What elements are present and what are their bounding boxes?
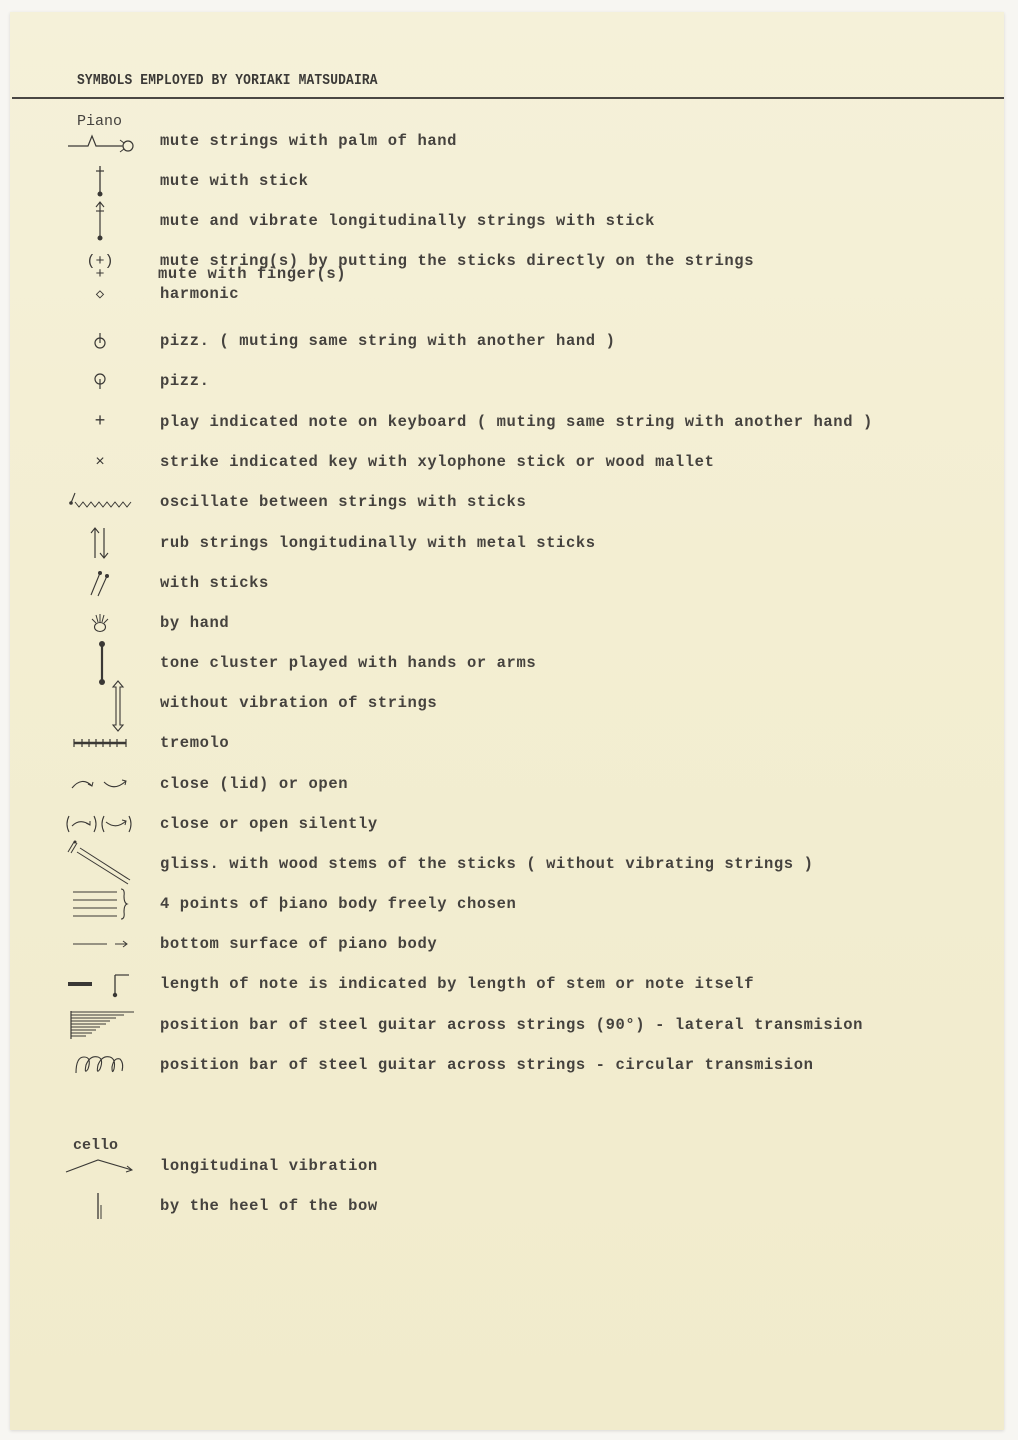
loops-icon <box>50 1047 150 1083</box>
symbol-row <box>0 484 1018 520</box>
stick-mute-vibrate-icon <box>50 203 150 239</box>
symbol-row <box>0 1148 1018 1184</box>
symbol-row <box>0 645 1018 681</box>
bar-and-stem-icon <box>50 966 150 1002</box>
zigzag-icon <box>50 484 150 520</box>
symbol-description: by hand <box>160 614 230 632</box>
caret-arrow-icon <box>50 1148 150 1184</box>
two-sticks-icon <box>50 565 150 601</box>
stacked-lines-icon <box>50 1007 150 1043</box>
symbol-description: gliss. with wood stems of the sticks ( without vibrating strings ) <box>160 855 814 873</box>
symbol-row <box>0 886 1018 922</box>
symbol-row <box>0 323 1018 359</box>
gliss-stems-icon <box>60 834 140 890</box>
symbol-row <box>0 605 1018 641</box>
symbol-description: mute string(s) by putting the sticks directly on the strings <box>160 252 755 270</box>
symbol-row <box>0 685 1018 721</box>
symbol-description: rub strings longitudinally with metal sticks <box>160 534 596 552</box>
hand-icon <box>50 605 150 641</box>
symbol-row <box>0 565 1018 601</box>
symbol-row <box>0 203 1018 239</box>
heel-bars-icon <box>50 1188 150 1224</box>
symbol-description: close or open silently <box>160 815 378 833</box>
symbol-description: by the heel of the bow <box>160 1197 378 1215</box>
symbol-description: tone cluster played with hands or arms <box>160 654 537 672</box>
symbol-row <box>0 163 1018 199</box>
symbol-row <box>0 1047 1018 1083</box>
symbol-row <box>0 444 1018 480</box>
stick-mute-icon <box>50 163 150 199</box>
symbol-description: mute with stick <box>160 172 309 190</box>
symbol-row <box>0 966 1018 1002</box>
symbol-description: mute strings with palm of hand <box>160 132 458 150</box>
circle-stem-down-icon <box>50 363 150 399</box>
plus-icon: + <box>95 265 105 283</box>
document-title: SYMBOLS EMPLOYED BY YORIAKI MATSUDAIRA <box>77 72 378 89</box>
symbol-description: oscillate between strings with sticks <box>160 493 527 511</box>
symbol-row <box>0 766 1018 802</box>
symbol-row <box>0 525 1018 561</box>
symbol-row <box>0 263 1018 285</box>
symbol-row <box>0 806 1018 842</box>
tremolo-line-icon <box>50 725 150 761</box>
symbol-row <box>0 123 1018 159</box>
plus-icon: + <box>94 412 106 432</box>
symbol-description: tremolo <box>160 734 230 752</box>
close-open-arcs-icon <box>50 766 150 802</box>
symbol-description: harmonic <box>160 285 240 303</box>
symbol-description: with sticks <box>160 574 269 592</box>
symbol-description: mute and vibrate longitudinally strings with stick <box>160 212 656 230</box>
section-label-cello: cello <box>73 1137 119 1154</box>
symbol-description: pizz. <box>160 372 210 390</box>
symbol-row <box>0 283 1018 305</box>
palm-mute-arrow-icon <box>50 123 150 159</box>
parenthesized-plus-icon: (+) <box>86 252 114 270</box>
symbol-description: position bar of steel guitar across strings - circular transmision <box>160 1056 814 1074</box>
symbol-description: pizz. ( muting same string with another hand ) <box>160 332 616 350</box>
symbol-row <box>0 404 1018 440</box>
symbol-description: length of note is indicated by length of stem or note itself <box>160 975 755 993</box>
line-arrow-icon <box>50 926 150 962</box>
symbol-description: 4 points of þiano body freely chosen <box>160 895 517 913</box>
circle-stem-up-icon <box>50 323 150 359</box>
symbol-description: bottom surface of piano body <box>160 935 438 953</box>
symbol-description: mute with finger(s) <box>158 265 347 283</box>
symbol-description: close (lid) or open <box>160 775 349 793</box>
symbol-description: longitudinal vibration <box>160 1157 378 1175</box>
symbol-description: position bar of steel guitar across strings (90°) - lateral transmision <box>160 1016 864 1034</box>
symbol-row <box>0 1188 1018 1224</box>
diamond-icon: ◇ <box>95 286 105 303</box>
symbol-row <box>0 926 1018 962</box>
symbol-row <box>0 1007 1018 1043</box>
symbol-row <box>0 725 1018 761</box>
four-lines-brace-icon <box>50 886 150 922</box>
symbol-description: without vibration of strings <box>160 694 438 712</box>
section-label-piano: Piano <box>77 113 123 130</box>
symbol-row <box>0 363 1018 399</box>
up-down-arrows-icon <box>50 525 150 561</box>
symbol-description: strike indicated key with xylophone stick or wood mallet <box>160 453 715 471</box>
header-rule <box>12 97 1004 99</box>
cross-icon: × <box>95 453 105 471</box>
symbol-row <box>0 846 1018 882</box>
symbol-description: play indicated note on keyboard ( muting same string with another hand ) <box>160 413 873 431</box>
